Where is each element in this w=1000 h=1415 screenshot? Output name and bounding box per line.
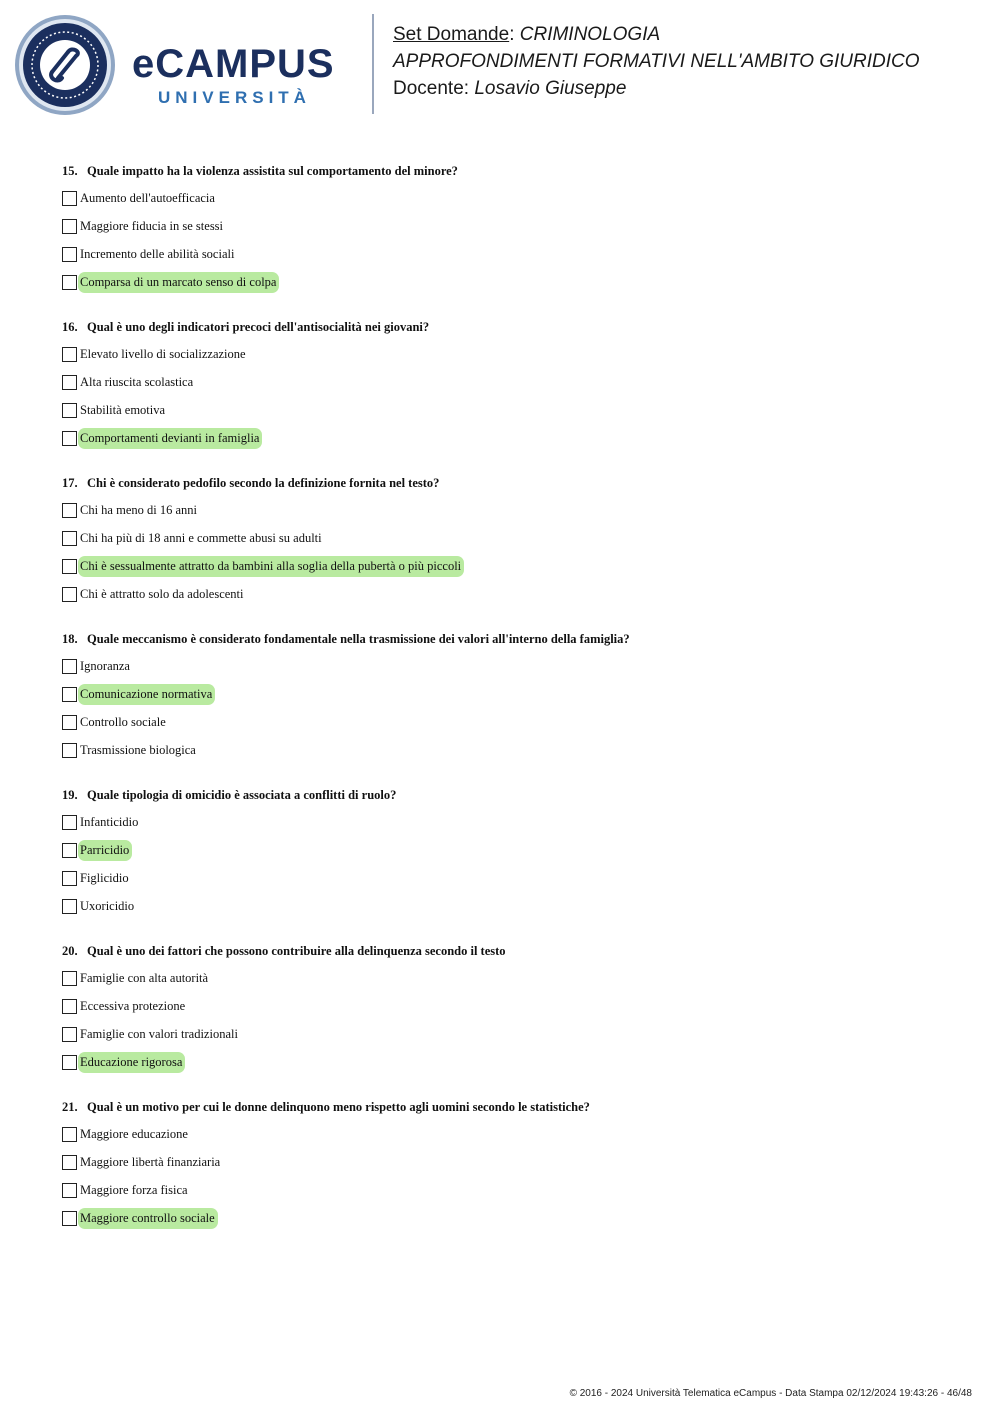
question-text: Chi è considerato pedofilo secondo la definizione fornita nel testo? <box>87 476 440 490</box>
answer-checkbox[interactable] <box>62 815 77 830</box>
header-divider <box>372 14 374 114</box>
question-title <box>62 473 962 493</box>
answer-label: Aumento dell'autoefficacia <box>80 191 215 205</box>
answer-label: Infanticidio <box>80 815 139 829</box>
question-block <box>62 941 962 1079</box>
correct-answer-label: Chi è sessualmente attratto da bambini alla soglia della pubertà o più piccoli <box>78 556 464 577</box>
answer-label: Ignoranza <box>80 659 130 673</box>
header-info <box>393 21 920 102</box>
correct-answer-label: Maggiore controllo sociale <box>78 1208 218 1229</box>
answer-checkbox[interactable] <box>62 403 77 418</box>
answer-label: Famiglie con valori tradizionali <box>80 1027 238 1041</box>
answer-checkbox[interactable] <box>62 219 77 234</box>
answer-label: Eccessiva protezione <box>80 999 186 1013</box>
question-text: Quale impatto ha la violenza assistita sul comportamento del minore? <box>87 164 458 178</box>
answer-option <box>62 1151 962 1179</box>
answer-option <box>62 711 962 739</box>
answer-option <box>62 427 962 455</box>
ecampus-wordmark <box>132 40 357 112</box>
answer-option <box>62 895 962 923</box>
answer-label: Chi ha meno di 16 anni <box>80 503 197 517</box>
answer-checkbox[interactable] <box>62 899 77 914</box>
answer-option <box>62 215 962 243</box>
answer-checkbox[interactable] <box>62 275 77 290</box>
correct-answer-label: Educazione rigorosa <box>78 1052 185 1073</box>
question-block <box>62 473 962 611</box>
answer-option <box>62 1123 962 1151</box>
answer-checkbox[interactable] <box>62 715 77 730</box>
question-title <box>62 785 962 805</box>
answer-option <box>62 1179 962 1207</box>
answer-checkbox[interactable] <box>62 971 77 986</box>
ecampus-seal-logo <box>14 14 116 116</box>
answer-label: Maggiore educazione <box>80 1127 188 1141</box>
question-title <box>62 941 962 961</box>
answer-checkbox[interactable] <box>62 687 77 702</box>
answer-label: Elevato livello di socializzazione <box>80 347 246 361</box>
correct-answer-label: Comparsa di un marcato senso di colpa <box>78 272 279 293</box>
question-block <box>62 629 962 767</box>
correct-answer-label: Comportamenti devianti in famiglia <box>78 428 262 449</box>
answer-label: Alta riuscita scolastica <box>80 375 194 389</box>
answer-option <box>62 499 962 527</box>
question-list <box>62 161 962 1253</box>
answer-label: Famiglie con alta autorità <box>80 971 209 985</box>
answer-option <box>62 243 962 271</box>
answer-checkbox[interactable] <box>62 191 77 206</box>
answer-option <box>62 839 962 867</box>
answer-checkbox[interactable] <box>62 559 77 574</box>
answer-option <box>62 343 962 371</box>
brand-name: eCAMPUS <box>132 42 335 86</box>
question-text: Qual è uno degli indicatori precoci dell'antisocialità nei giovani? <box>87 320 430 334</box>
answer-option <box>62 187 962 215</box>
page-header <box>0 0 1000 130</box>
answer-option <box>62 655 962 683</box>
question-block <box>62 161 962 299</box>
correct-answer-label: Comunicazione normativa <box>78 684 215 705</box>
answer-checkbox[interactable] <box>62 375 77 390</box>
subject-name: CRIMINOLOGIA <box>519 24 661 45</box>
answer-option <box>62 583 962 611</box>
answer-checkbox[interactable] <box>62 1183 77 1198</box>
answer-option <box>62 1207 962 1235</box>
question-text: Quale meccanismo è considerato fondamentale nella trasmissione dei valori all'interno della famiglia? <box>87 632 630 646</box>
answer-option <box>62 271 962 299</box>
course-name: APPROFONDIMENTI FORMATIVI NELL'AMBITO GIURIDICO <box>393 51 920 72</box>
answer-checkbox[interactable] <box>62 1155 77 1170</box>
answer-checkbox[interactable] <box>62 1127 77 1142</box>
set-separator: : <box>509 24 520 45</box>
answer-checkbox[interactable] <box>62 531 77 546</box>
question-text: Qual è uno dei fattori che possono contribuire alla delinquenza secondo il testo <box>87 944 506 958</box>
question-number: 15. <box>62 164 78 178</box>
set-label: Set Domande <box>393 24 510 45</box>
question-number: 17. <box>62 476 78 490</box>
answer-label: Maggiore forza fisica <box>80 1183 188 1197</box>
answer-option <box>62 527 962 555</box>
teacher-name: Losavio Giuseppe <box>474 78 627 99</box>
question-title <box>62 161 962 181</box>
answer-option <box>62 371 962 399</box>
brand-subtitle: UNIVERSITÀ <box>158 88 311 107</box>
answer-option <box>62 1023 962 1051</box>
correct-answer-label: Parricidio <box>78 840 132 861</box>
answer-option <box>62 867 962 895</box>
question-title <box>62 1097 962 1117</box>
answer-checkbox[interactable] <box>62 843 77 858</box>
question-number: 18. <box>62 632 78 646</box>
answer-label: Uxoricidio <box>80 899 135 913</box>
answer-checkbox[interactable] <box>62 247 77 262</box>
answer-option <box>62 995 962 1023</box>
answer-checkbox[interactable] <box>62 587 77 602</box>
answer-checkbox[interactable] <box>62 1055 77 1070</box>
answer-checkbox[interactable] <box>62 1027 77 1042</box>
question-text: Quale tipologia di omicidio è associata a conflitti di ruolo? <box>87 788 397 802</box>
answer-checkbox[interactable] <box>62 999 77 1014</box>
question-title <box>62 317 962 337</box>
answer-label: Controllo sociale <box>80 715 166 729</box>
answer-label: Trasmissione biologica <box>80 743 196 757</box>
answer-option <box>62 739 962 767</box>
question-title <box>62 629 962 649</box>
set-line <box>393 21 920 48</box>
answer-checkbox[interactable] <box>62 1211 77 1226</box>
question-block <box>62 1097 962 1235</box>
question-block <box>62 317 962 455</box>
answer-label: Chi ha più di 18 anni e commette abusi su adulti <box>80 531 322 545</box>
question-text: Qual è un motivo per cui le donne delinquono meno rispetto agli uomini secondo le statistiche? <box>87 1100 590 1114</box>
answer-label: Incremento delle abilità sociali <box>80 247 235 261</box>
answer-label: Maggiore libertà finanziaria <box>80 1155 221 1169</box>
answer-checkbox[interactable] <box>62 431 77 446</box>
page-footer: © 2016 - 2024 Università Telematica eCampus - Data Stampa 02/12/2024 19:43:26 - 46/48 <box>569 1388 972 1399</box>
answer-option <box>62 683 962 711</box>
question-number: 20. <box>62 944 78 958</box>
answer-option <box>62 967 962 995</box>
answer-label: Chi è attratto solo da adolescenti <box>80 587 244 601</box>
answer-label: Figlicidio <box>80 871 129 885</box>
answer-label: Maggiore fiducia in se stessi <box>80 219 224 233</box>
answer-option <box>62 555 962 583</box>
answer-checkbox[interactable] <box>62 347 77 362</box>
question-number: 21. <box>62 1100 78 1114</box>
answer-checkbox[interactable] <box>62 743 77 758</box>
answer-checkbox[interactable] <box>62 871 77 886</box>
answer-checkbox[interactable] <box>62 659 77 674</box>
teacher-line <box>393 75 920 102</box>
answer-label: Stabilità emotiva <box>80 403 166 417</box>
question-number: 16. <box>62 320 78 334</box>
question-block <box>62 785 962 923</box>
answer-option <box>62 811 962 839</box>
question-number: 19. <box>62 788 78 802</box>
answer-option <box>62 399 962 427</box>
teacher-label: Docente: <box>393 78 475 99</box>
answer-checkbox[interactable] <box>62 503 77 518</box>
answer-option <box>62 1051 962 1079</box>
